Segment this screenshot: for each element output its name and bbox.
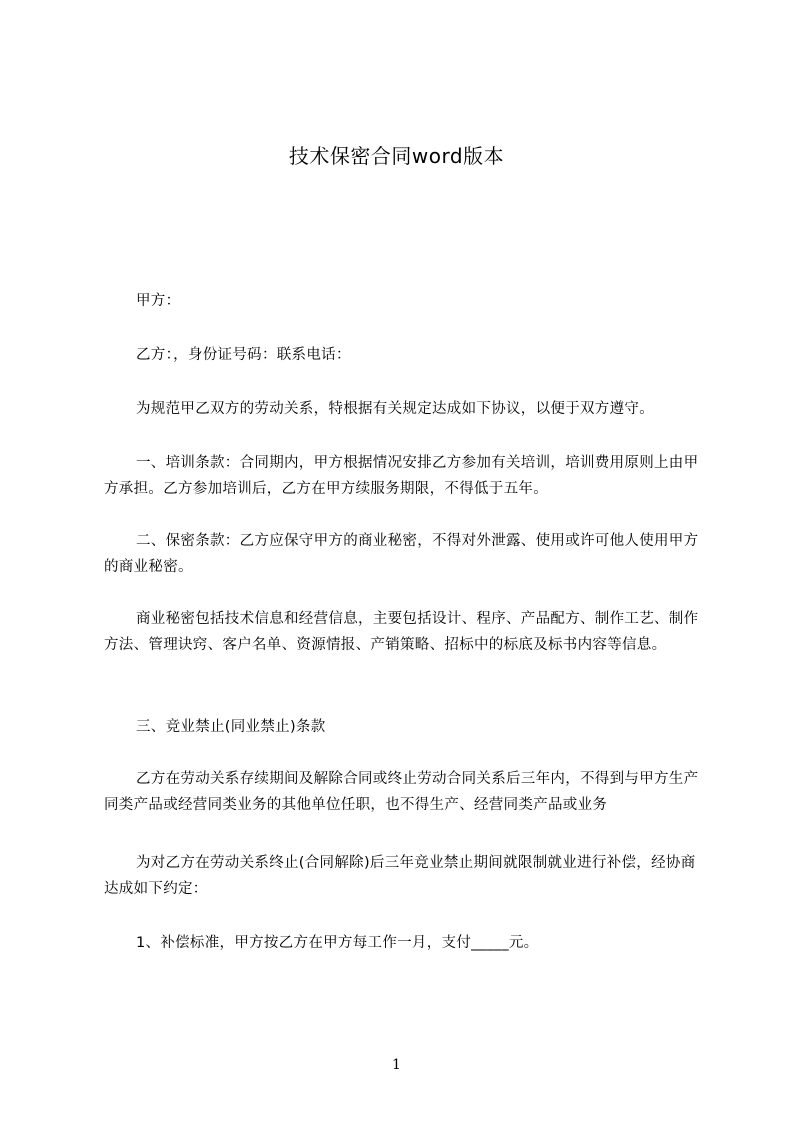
- paragraph-compensation-standard: 1、补偿标准，甲方按乙方在甲方每工作一月，支付_____元。: [136, 935, 539, 951]
- paragraph-trade-secret-definition: 商业秘密包括技术信息和经营信息，主要包括设计、程序、产品配方、制作工艺、制作方法、管理诀窍、客户名单、资源情报、产销策略、招标中的标底及标书内容等信息。: [104, 611, 699, 653]
- paragraph-training-clause: 一、培训条款：合同期内，甲方根据情况安排乙方参加有关培训，培训费用原则上由甲方承担。乙方参加培训后，乙方在甲方续服务期限，不得低于五年。: [104, 455, 699, 497]
- paragraph-party-a: 甲方：: [136, 293, 181, 309]
- paragraph-compensation-intro: 为对乙方在劳动关系终止(合同解除)后三年竞业禁止期间就限制就业进行补偿，经协商达成如下约定：: [104, 855, 696, 897]
- page-number: 1: [392, 1057, 401, 1073]
- paragraph-confidentiality-clause: 二、保密条款：乙方应保守甲方的商业秘密，不得对外泄露、使用或许可他人使用甲方的商业秘密。: [104, 533, 699, 575]
- document-title: 技术保密合同word版本: [288, 144, 505, 168]
- paragraph-party-b: 乙方：，身份证号码：联系电话：: [136, 347, 351, 363]
- paragraph-preamble: 为规范甲乙双方的劳动关系，特根据有关规定达成如下协议，以便于双方遵守。: [136, 401, 654, 417]
- paragraph-non-compete-body: 乙方在劳动关系存续期间及解除合同或终止劳动合同关系后三年内，不得到与甲方生产同类产品或经营同类业务的其他单位任职，也不得生产、经营同类产品或业务: [104, 771, 699, 813]
- paragraph-non-compete-heading: 三、竞业禁止(同业禁止)条款: [136, 719, 326, 735]
